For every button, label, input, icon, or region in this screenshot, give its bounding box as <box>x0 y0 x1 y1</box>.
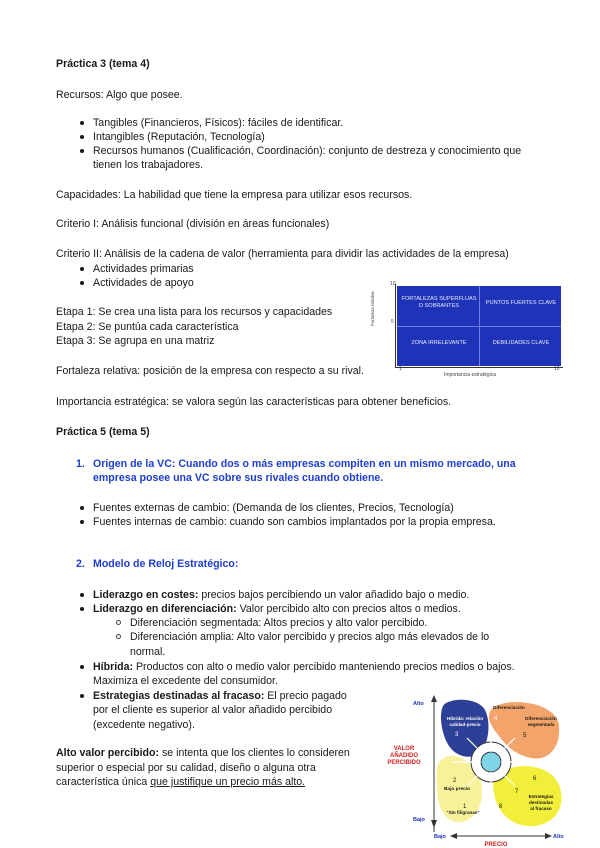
criterio-1: Criterio I: Análisis funcional (división en áreas funcionales) <box>56 218 330 230</box>
clock-center <box>481 752 501 772</box>
alto-valor-paragraph: Alto valor percibido: se intenta que los clientes lo consideren <box>56 747 350 759</box>
sub-bullet <box>116 620 121 625</box>
bullet <box>80 694 84 698</box>
position-number: 8 <box>499 804 503 810</box>
list-item-liderazgo-diferenciacion: Liderazgo en diferenciación: Valor percibido alto con precios altos o medios. <box>93 603 461 615</box>
y-bajo-label: Bajo <box>413 817 425 823</box>
y-axis-label: VALOR <box>393 746 415 752</box>
sub-list-item-cont: normal. <box>130 646 166 658</box>
label-sin-filigranas: "Sin filigranas" <box>446 810 480 815</box>
quadrant-bottom-right: DEBILIDADES CLAVE <box>492 340 550 346</box>
position-number: 6 <box>533 776 537 782</box>
item2-heading: Modelo de Reloj Estratégico: <box>93 558 239 570</box>
position-number: 3 <box>455 732 459 738</box>
quadrant-top-right: PUNTOS FUERTES CLAVE <box>485 300 557 306</box>
label-fracaso: Estrategias <box>528 794 554 799</box>
matrix-x-axis <box>395 367 563 368</box>
label-hibrida: calidad-precio <box>449 722 481 727</box>
strategic-clock-figure <box>381 690 570 848</box>
matrix-y-tick: 5 <box>391 319 394 325</box>
list-item-cont: tienen los trabajadores. <box>93 159 204 171</box>
bullet <box>80 267 84 271</box>
label-dif-segmentada: segmentada <box>527 722 555 727</box>
etapa-2: Etapa 2: Se puntúa cada característica <box>56 321 239 333</box>
quadrant-top-left: FORTALEZAS SUPERFLUAS D SOBRANTES <box>401 296 477 309</box>
etapa-1: Etapa 1: Se crea una lista para los recursos y capacidades <box>56 306 333 318</box>
item1-heading-cont: empresa posee una VC sobre sus rivales cuando obtiene. <box>93 472 384 484</box>
etapa-3: Etapa 3: Se agrupa en una matriz <box>56 335 215 347</box>
alto-valor-paragraph-cont: superior o especial por su calidad, diseño o alguna otra <box>56 762 316 774</box>
item1-heading: Origen de la VC: Cuando dos o más empresas compiten en un mismo mercado, una <box>93 458 516 470</box>
bullet <box>80 135 84 139</box>
list-item: Fuentes externas de cambio: (Demanda de los clientes, Precios, Tecnología) <box>93 502 454 514</box>
bullet <box>80 520 84 524</box>
list-item-hibrida: Híbrida: Productos con alto o medio valor percibido manteniendo precios medios o bajos. <box>93 661 515 673</box>
list-item-hibrida-cont: Maximiza el excedente del consumidor. <box>93 675 278 687</box>
matrix-x-label: Importancia estratégica <box>444 372 496 378</box>
x-alto-label: Alto <box>553 834 564 840</box>
matrix-y-axis <box>395 284 396 368</box>
item2-number: 2. <box>76 558 85 570</box>
capacidades-def: Capacidades: La habilidad que tiene la empresa para utilizar esos recursos. <box>56 189 413 201</box>
label-fracaso: destinadas <box>529 800 553 805</box>
matrix-quadrants <box>397 286 561 366</box>
list-item: Recursos humanos (Cualificación, Coordinación): conjunto de destreza y conocimiento que <box>93 145 522 157</box>
fortaleza-def: Fortaleza relativa: posición de la empresa con respecto a su rival. <box>56 365 364 377</box>
list-item-fracaso-cont: (excedente negativo). <box>93 719 195 731</box>
p5-title: Práctica 5 (tema 5) <box>56 426 150 438</box>
list-item: Tangibles (Financieros, Físicos): fáciles de identificar. <box>93 117 344 129</box>
recursos-def: Recursos: Algo que posee. <box>56 89 183 101</box>
label-bajo-precio: Bajo precio <box>443 787 471 792</box>
bullet <box>80 149 84 153</box>
label-dif-segmentada: Diferenciación <box>525 716 557 721</box>
quadrant-bottom-left: ZONA IRRELEVANTE <box>411 340 467 346</box>
list-item-fracaso-cont: por el cliente es superior al valor añadido percibido <box>93 704 333 716</box>
list-item-fracaso: Estrategias destinadas al fracaso: El precio pagado <box>93 690 347 702</box>
label-fracaso: al fracaso <box>530 806 552 811</box>
list-item: Intangibles (Reputación, Tecnología) <box>93 131 265 143</box>
bullet <box>80 665 84 669</box>
bullet <box>80 506 84 510</box>
list-item-liderazgo-costes: Liderazgo en costes: precios bajos percibiendo un valor añadido bajo o medio. <box>93 589 470 601</box>
matrix-y-tick: 10 <box>390 281 396 287</box>
bullet <box>80 607 84 611</box>
sub-list-item: Diferenciación segmentada: Altos precios y alto valor percibido. <box>130 617 428 629</box>
position-number: 1 <box>463 804 467 810</box>
y-alto-label: Alto <box>413 701 424 707</box>
list-item: Actividades de apoyo <box>93 277 194 289</box>
bullet <box>80 121 84 125</box>
label-hibrida: Híbrida: relación <box>446 716 484 721</box>
list-item: Fuentes internas de cambio: cuando son cambios implantados por la propia empresa. <box>93 516 496 528</box>
x-axis-label: PRECIO <box>484 842 508 848</box>
list-item: Actividades primarias <box>93 263 194 275</box>
criterio-2: Criterio II: Análisis de la cadena de valor (herramienta para dividir las actividades de la empresa) <box>56 248 509 260</box>
importancia-def: Importancia estratégica: se valora según las características para obtener beneficios. <box>56 396 452 408</box>
item1-number: 1. <box>76 458 85 470</box>
y-axis-label: AÑADIDO <box>390 753 418 759</box>
position-number: 2 <box>453 778 457 784</box>
position-number: 5 <box>523 733 527 739</box>
alto-valor-paragraph-cont: característica única que justifique un precio más alto. <box>56 776 306 788</box>
position-number: 4 <box>494 716 498 722</box>
resources-matrix-figure <box>370 280 568 382</box>
position-number: 7 <box>515 789 519 795</box>
matrix-x-tick: 10 <box>554 366 560 372</box>
label-diferenciacion: Diferenciación <box>493 705 525 710</box>
sub-list-item: Diferenciación amplia: Alto valor percibido y precios algo más elevados de lo <box>130 631 490 643</box>
matrix-x-tick: 1 <box>399 366 402 372</box>
p3-title: Práctica 3 (tema 4) <box>56 58 150 70</box>
bullet <box>80 593 84 597</box>
bullet <box>80 281 84 285</box>
y-axis-label: PERCIBIDO <box>387 760 421 766</box>
x-bajo-label: Bajo <box>434 834 446 840</box>
sub-bullet <box>116 634 121 639</box>
matrix-y-label: Fortaleza relativa <box>370 291 375 326</box>
